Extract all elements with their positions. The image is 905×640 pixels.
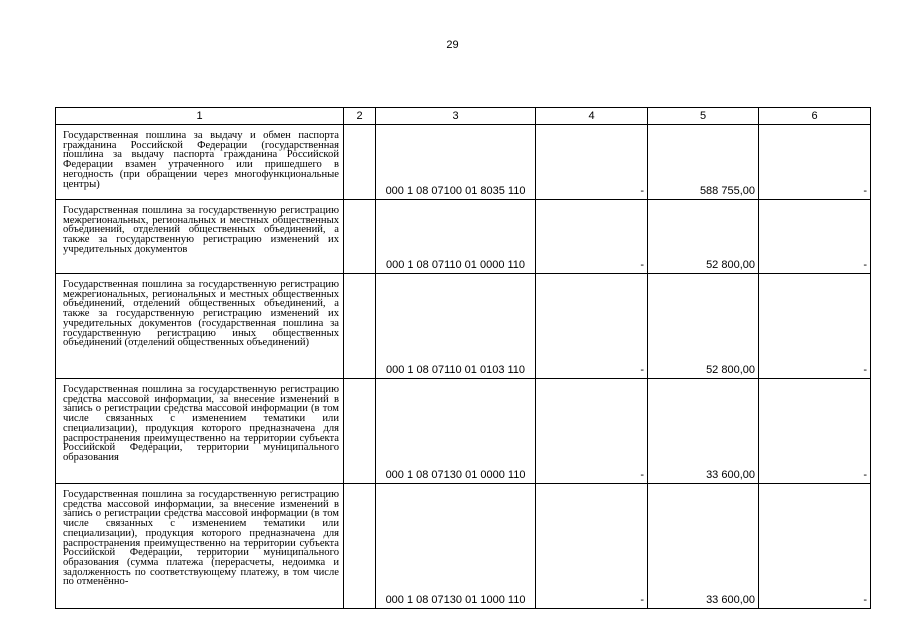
row-amount: 33 600,00 xyxy=(648,379,759,484)
row-kbk-code: 000 1 08 07100 01 8035 110 xyxy=(376,125,536,200)
row-col6: - xyxy=(759,200,871,274)
row-col4: - xyxy=(536,379,648,484)
row-col4: - xyxy=(536,274,648,379)
row-name: Государственная пошлина за выдачу и обмен паспорта гражданина Российской Федерации (государственная пошлина за выдачу паспорта гражданина Российской Федерации взамен утраченного или пришедшего в негодность (при обращении через многофункциональные центры) xyxy=(56,125,344,200)
row-name: Государственная пошлина за государственную регистрацию средства массовой информации, за внесение изменений в запись о регистрации средства массовой информации (в том числе связанных с изменением тематики или специализации), продукция которого предназначена для распространения преимущественно на территории субъекта Российской Федерации, территории муниципального образования xyxy=(56,379,344,484)
table-header-row xyxy=(56,108,871,125)
table-row xyxy=(56,274,871,379)
header-col-6: 6 xyxy=(759,108,871,125)
row-col4: - xyxy=(536,200,648,274)
header-col-4: 4 xyxy=(536,108,648,125)
row-kbk-code: 000 1 08 07110 01 0103 110 xyxy=(376,274,536,379)
header-col-1: 1 xyxy=(56,108,344,125)
table-row xyxy=(56,484,871,609)
row-col6: - xyxy=(759,274,871,379)
header-col-2: 2 xyxy=(344,108,376,125)
row-amount: 588 755,00 xyxy=(648,125,759,200)
row-name: Государственная пошлина за государственную регистрацию межрегиональных, региональных и местных общественных объединений, отделений общественных объединений, а также за государственную регистрацию изменений их учредительных документов xyxy=(56,200,344,274)
budget-revenue-table xyxy=(55,107,871,609)
row-col2 xyxy=(344,200,376,274)
row-name: Государственная пошлина за государственную регистрацию средства массовой информации, за внесение изменений в запись о регистрации средства массовой информации (в том числе связанных с изменением тематики или специализации), продукция которого предназначена для распространения преимущественно на территории субъекта Российской Федерации, территории муниципального образования (сумма платежа (перерасчеты, недоимка и задолженность по соответствующему платежу, в том числе по отменённо- xyxy=(56,484,344,609)
row-col6: - xyxy=(759,125,871,200)
row-name: Государственная пошлина за государственную регистрацию межрегиональных, региональных и местных общественных объединений, отделений общественных объединений, а также за государственную регистрацию изменений их учредительных документов (государственная пошлина за государственную регистрацию иных общественных объединений (отделений общественных объединений) xyxy=(56,274,344,379)
row-kbk-code: 000 1 08 07130 01 1000 110 xyxy=(376,484,536,609)
row-col2 xyxy=(344,274,376,379)
row-col2 xyxy=(344,484,376,609)
header-col-5: 5 xyxy=(648,108,759,125)
row-amount: 33 600,00 xyxy=(648,484,759,609)
page-number: 29 xyxy=(446,39,459,51)
table-row xyxy=(56,379,871,484)
row-amount: 52 800,00 xyxy=(648,200,759,274)
row-col6: - xyxy=(759,484,871,609)
header-col-3: 3 xyxy=(376,108,536,125)
row-col4: - xyxy=(536,125,648,200)
row-col4: - xyxy=(536,484,648,609)
row-col6: - xyxy=(759,379,871,484)
table-row xyxy=(56,125,871,200)
row-amount: 52 800,00 xyxy=(648,274,759,379)
row-kbk-code: 000 1 08 07130 01 0000 110 xyxy=(376,379,536,484)
table-row xyxy=(56,200,871,274)
row-kbk-code: 000 1 08 07110 01 0000 110 xyxy=(376,200,536,274)
row-col2 xyxy=(344,379,376,484)
row-col2 xyxy=(344,125,376,200)
